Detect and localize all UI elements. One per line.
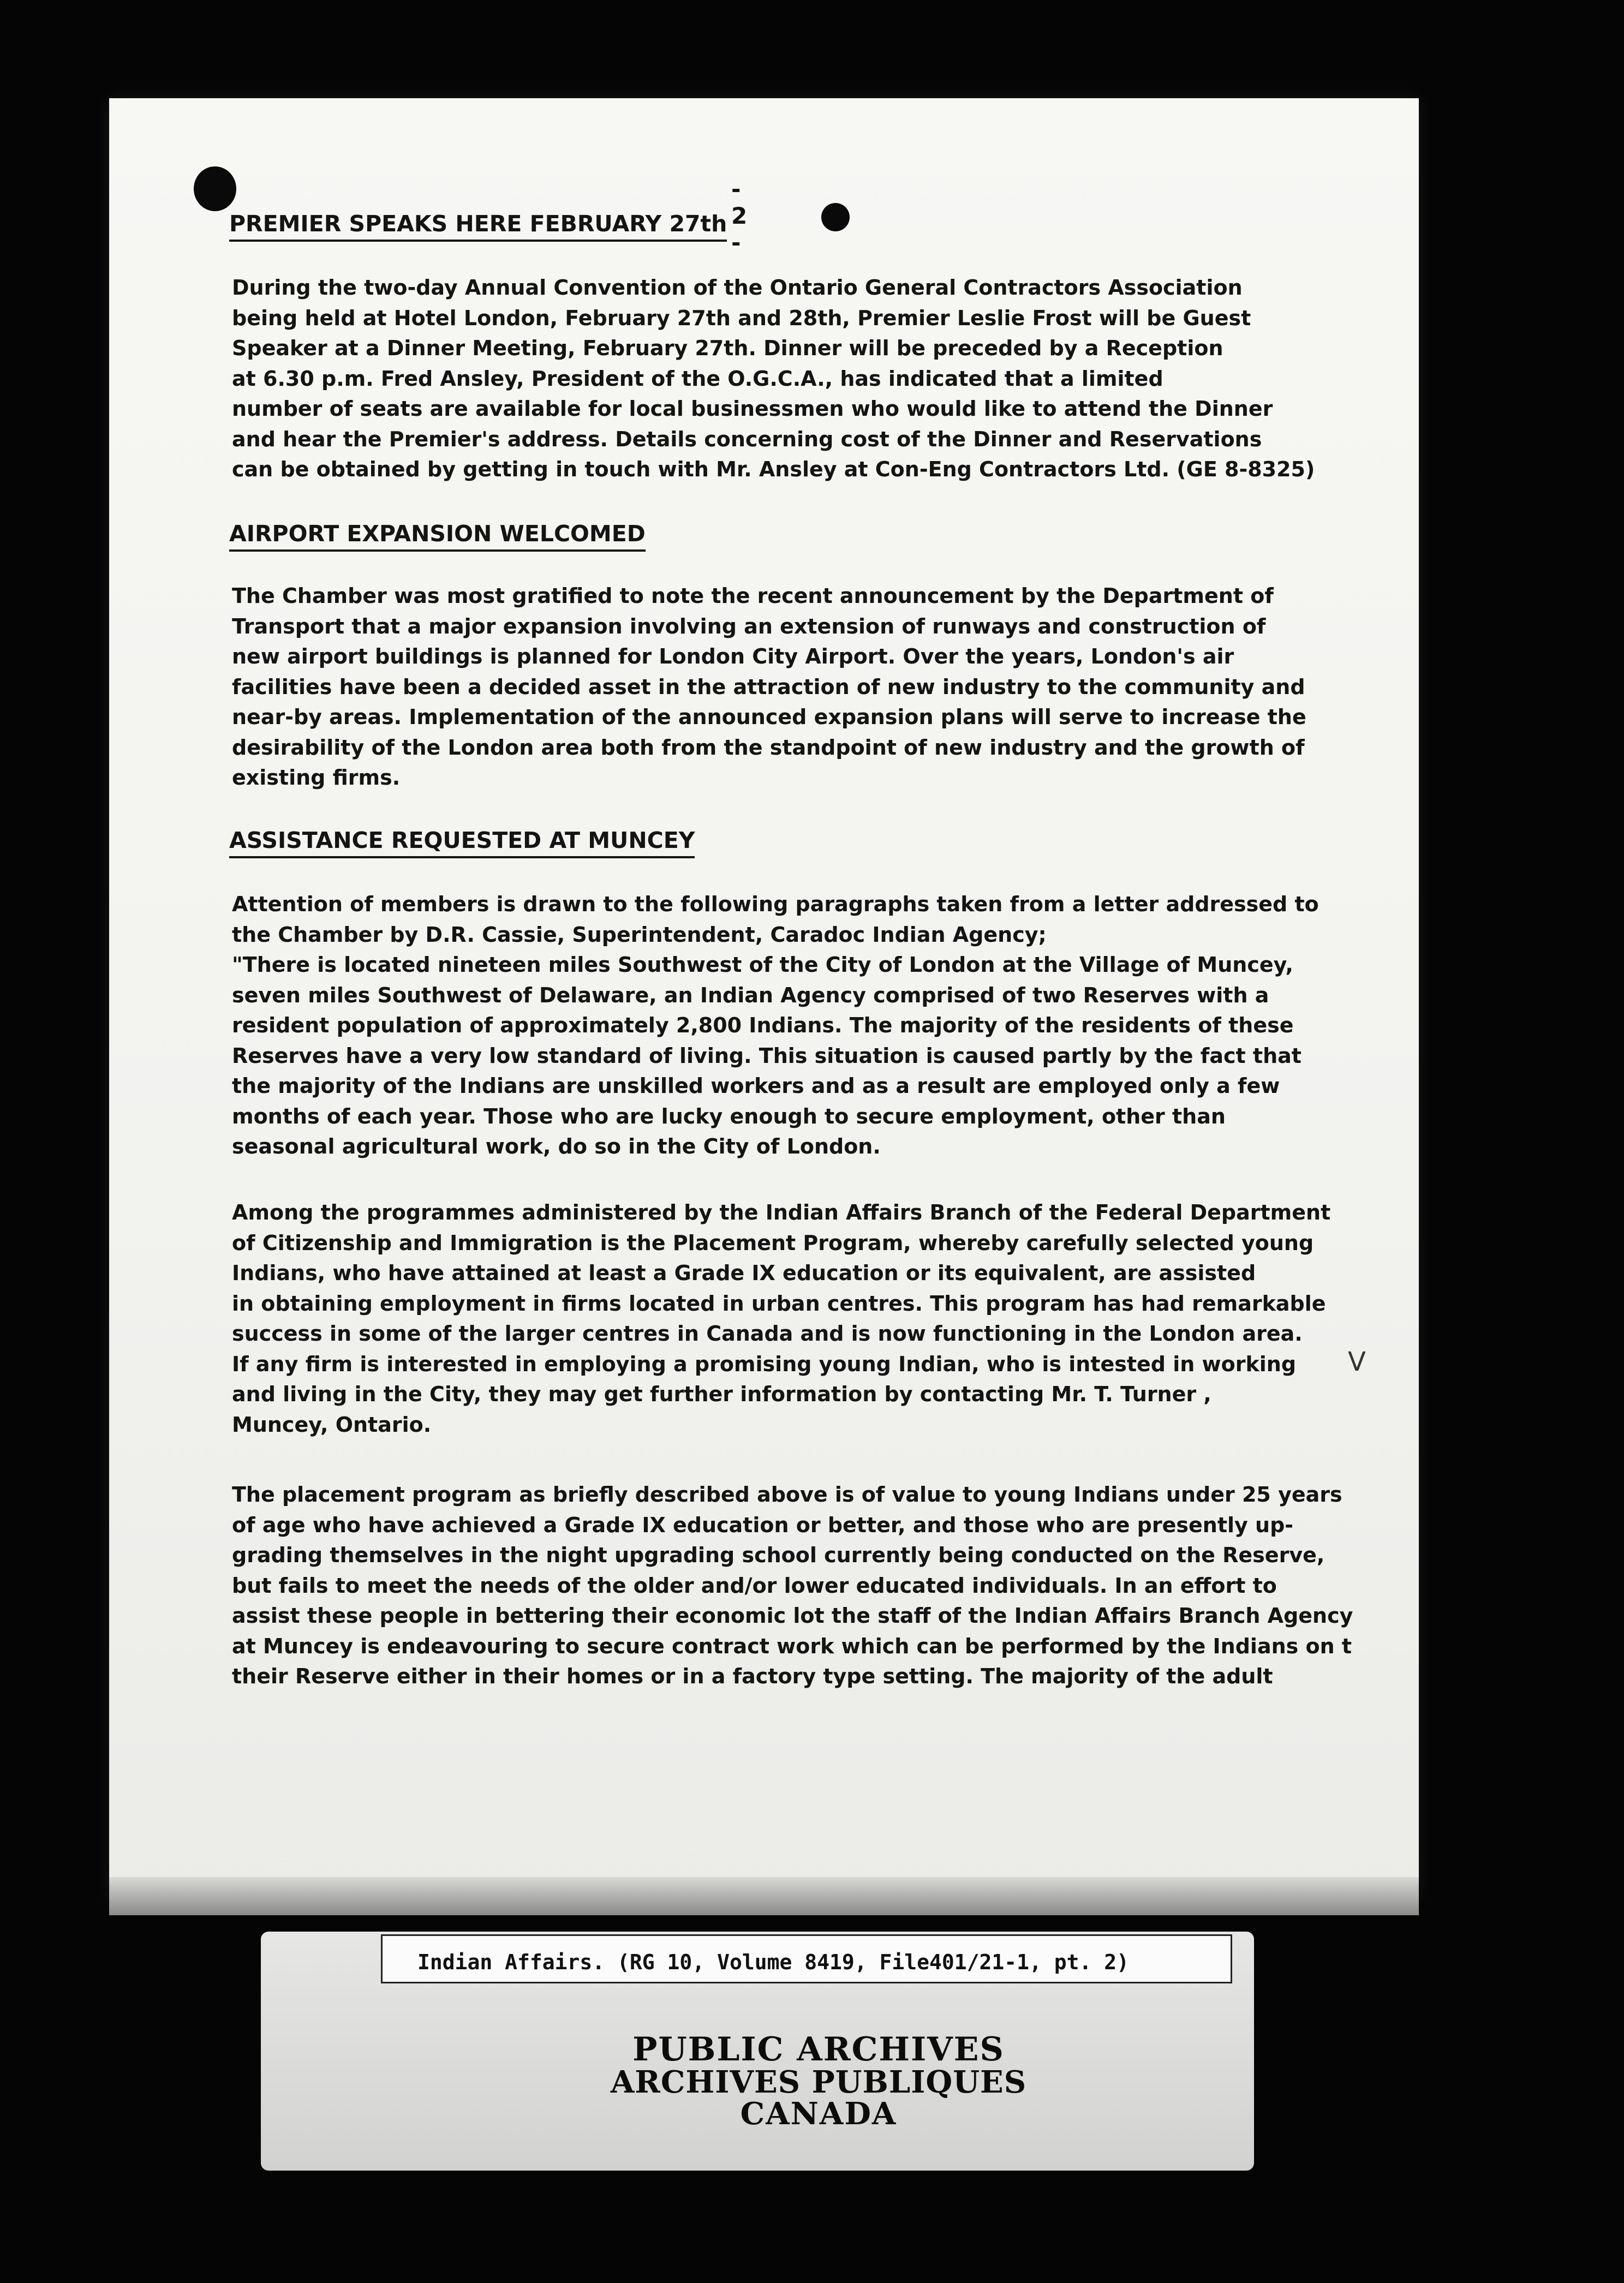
text-line: at Muncey is endeavouring to secure contract work which can be performed by the Indians on t bbox=[232, 1634, 1352, 1658]
citation-text: Indian Affairs. (RG 10, Volume 8419, File401/21-1, pt. 2) bbox=[417, 1950, 1130, 1974]
text-line: facilities have been a decided asset in the attraction of new industry to the community and bbox=[232, 674, 1305, 699]
text-line: and hear the Premier's address. Details concerning cost of the Dinner and Reservations bbox=[232, 427, 1262, 451]
text-line: being held at Hotel London, February 27th and 28th, Premier Leslie Frost will be Guest bbox=[232, 306, 1251, 330]
archive-stamp bbox=[546, 2030, 1091, 2132]
text-line: During the two-day Annual Convention of the Ontario General Contractors Association bbox=[232, 276, 1243, 300]
text-line: can be obtained by getting in touch with Mr. Ansley at Con-Eng Contractors Ltd. (GE 8-8325) bbox=[232, 457, 1315, 481]
text-line: "There is located nineteen miles Southwest of the City of London at the Village of Muncey, bbox=[232, 953, 1293, 977]
text-line: seasonal agricultural work, do so in the City of London. bbox=[232, 1134, 881, 1158]
paragraph-premier bbox=[232, 273, 1378, 485]
text-line: in obtaining employment in firms located in urban centres. This program has had remarkable bbox=[232, 1291, 1326, 1316]
text-line: If any firm is interested in employing a promising young Indian, who is intested in working bbox=[232, 1352, 1297, 1376]
text-line: Transport that a major expansion involving an extension of runways and construction of bbox=[232, 614, 1266, 638]
text-line: near-by areas. Implementation of the announced expansion plans will serve to increase the bbox=[232, 705, 1306, 729]
handwritten-margin-mark: V bbox=[1348, 1347, 1366, 1377]
text-line: of Citizenship and Immigration is the Placement Program, whereby carefully selected young bbox=[232, 1230, 1314, 1255]
archive-stamp-line-1: PUBLIC ARCHIVES bbox=[632, 2030, 1005, 2069]
text-line: Speaker at a Dinner Meeting, February 27th. Dinner will be preceded by a Reception bbox=[232, 336, 1223, 360]
text-line: The placement program as briefly described above is of value to young Indians under 25 years bbox=[232, 1483, 1342, 1507]
text-line: their Reserve either in their homes or in a factory type setting. The majority of the adult bbox=[232, 1664, 1273, 1688]
text-line: Reserves have a very low standard of living. This situation is caused partly by the fact that bbox=[232, 1043, 1301, 1068]
punch-hole-left bbox=[194, 166, 236, 211]
text-line: success in some of the larger centres in Canada and is now functioning in the London area. bbox=[232, 1322, 1303, 1346]
archive-stamp-line-2: ARCHIVES PUBLIQUES bbox=[610, 2064, 1027, 2100]
text-line: Attention of members is drawn to the following paragraphs taken from a letter addressed to bbox=[232, 892, 1319, 916]
text-line: new airport buildings is planned for London City Airport. Over the years, London's air bbox=[232, 644, 1234, 668]
paragraph-muncey-letter bbox=[232, 889, 1378, 1162]
text-line: grading themselves in the night upgrading school currently being conducted on the Reserve, bbox=[232, 1543, 1325, 1567]
paragraph-airport bbox=[232, 581, 1378, 793]
text-line: months of each year. Those who are lucky enough to secure employment, other than bbox=[232, 1104, 1226, 1128]
text-line: The Chamber was most gratified to note the recent announcement by the Department of bbox=[232, 584, 1274, 608]
text-line: Muncey, Ontario. bbox=[232, 1412, 432, 1437]
text-line: the majority of the Indians are unskilled workers and as a result are employed only a few bbox=[232, 1074, 1280, 1098]
text-line: desirability of the London area both from the standpoint of new industry and the growth of bbox=[232, 735, 1305, 760]
page-number: - 2 - bbox=[731, 176, 750, 256]
section-heading-airport: AIRPORT EXPANSION WELCOMED bbox=[229, 520, 646, 552]
text-line: existing firms. bbox=[232, 766, 401, 790]
text-line: seven miles Southwest of Delaware, an Indian Agency comprised of two Reserves with a bbox=[232, 983, 1269, 1007]
text-line: of age who have achieved a Grade IX education or better, and those who are presently up- bbox=[232, 1513, 1294, 1537]
paragraph-contract-work bbox=[232, 1480, 1378, 1692]
text-line: number of seats are available for local businessmen who would like to attend the Dinner bbox=[232, 397, 1273, 421]
archive-stamp-line-3: CANADA bbox=[740, 2096, 897, 2132]
text-line: assist these people in bettering their economic lot the staff of the Indian Affairs Branch Agency bbox=[232, 1604, 1353, 1628]
section-heading-muncey: ASSISTANCE REQUESTED AT MUNCEY bbox=[229, 827, 695, 858]
text-line: Among the programmes administered by the Indian Affairs Branch of the Federal Department bbox=[232, 1200, 1331, 1224]
paragraph-placement-program bbox=[232, 1198, 1378, 1440]
text-line: at 6.30 p.m. Fred Ansley, President of the O.G.C.A., has indicated that a limited bbox=[232, 366, 1163, 391]
text-line: and living in the City, they may get further information by contacting Mr. T. Turner , bbox=[232, 1382, 1211, 1406]
text-line: resident population of approximately 2,800 Indians. The majority of the residents of these bbox=[232, 1013, 1294, 1037]
text-line: Indians, who have attained at least a Grade IX education or its equivalent, are assisted bbox=[232, 1261, 1256, 1285]
page-bottom-edge bbox=[109, 1877, 1419, 1915]
section-heading-premier: PREMIER SPEAKS HERE FEBRUARY 27th bbox=[229, 210, 727, 242]
text-line: but fails to meet the needs of the older and/or lower educated individuals. In an effort to bbox=[232, 1573, 1277, 1598]
text-line: the Chamber by D.R. Cassie, Superintendent, Caradoc Indian Agency; bbox=[232, 922, 1047, 947]
punch-hole-right bbox=[821, 203, 850, 231]
